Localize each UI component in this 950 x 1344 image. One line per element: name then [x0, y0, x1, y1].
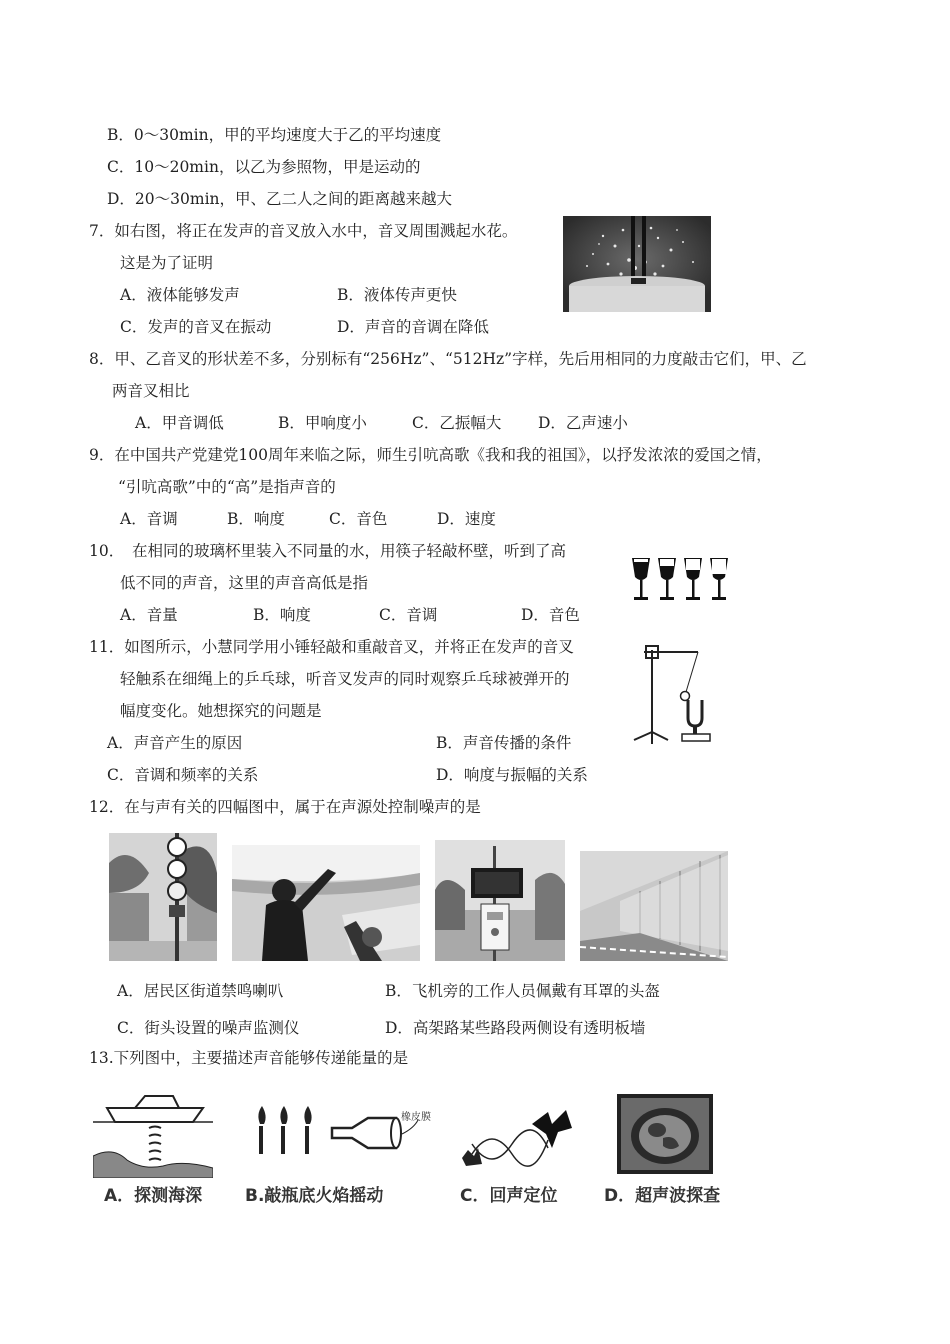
- q8-option-a: A．甲音调低: [135, 414, 224, 432]
- q12-option-c: C．街头设置的噪声监测仪: [117, 1019, 300, 1037]
- q8-stem-line2: 两音叉相比: [112, 382, 190, 400]
- q6-option-b: B．0～30min，甲的平均速度大于乙的平均速度: [107, 126, 442, 144]
- q12-option-b: B．飞机旁的工作人员佩戴有耳罩的头盔: [385, 982, 660, 1000]
- q12-stem: 12．在与声有关的四幅图中，属于在声源处控制噪声的是: [89, 798, 481, 816]
- tuning-fork-pingpong-image: [628, 640, 720, 746]
- q13-stem: 13.下列图中，主要描述声音能够传递能量的是: [89, 1049, 409, 1067]
- q10-option-c: C．音调: [379, 606, 438, 624]
- q7-option-c: C．发声的音叉在振动: [120, 318, 272, 336]
- q9-stem-line1: 9．在中国共产党建党100周年来临之际，师生引吭高歌《我和我的祖国》，以抒发浓浓的爱国之情，: [89, 446, 772, 464]
- q9-option-b: B．响度: [227, 510, 285, 528]
- q10-option-b: B．响度: [253, 606, 311, 624]
- q11-stem-line1: 11．如图所示，小慧同学用小锤轻敲和重敲音叉，并将正在发声的音叉: [89, 638, 574, 656]
- tuning-fork-water-image: [563, 216, 711, 312]
- q11-option-c: C．音调和频率的关系: [107, 766, 259, 784]
- ultrasound-scan-image: [617, 1094, 713, 1174]
- q8-option-d: D．乙声速小: [538, 414, 628, 432]
- bat-echolocation-image: [462, 1104, 574, 1172]
- q11-stem-line3: 幅度变化。她想探究的问题是: [120, 702, 322, 720]
- airplane-worker-photo: [232, 845, 420, 961]
- q11-option-d: D．响度与振幅的关系: [436, 766, 588, 784]
- q10-stem-line2: 低不同的声音，这里的声音高低是指: [120, 574, 369, 592]
- q10-option-a: A．音量: [120, 606, 178, 624]
- no-horn-street-photo: [109, 833, 217, 961]
- q12-option-d: D．高架路某些路段两侧设有透明板墙: [385, 1019, 646, 1037]
- noise-monitor-photo: [435, 840, 565, 961]
- q11-option-a: A．声音产生的原因: [107, 734, 243, 752]
- q13-caption-b: B.敲瓶底火焰摇动: [245, 1186, 384, 1206]
- q10-stem-line1: 10． 在相同的玻璃杯里装入不同量的水，用筷子轻敲杯壁，听到了高: [89, 542, 566, 560]
- q7-option-d: D．声音的音调在降低: [337, 318, 489, 336]
- rubber-film-label: 橡皮膜: [401, 1112, 431, 1123]
- q11-option-b: B．声音传播的条件: [436, 734, 572, 752]
- q9-option-c: C．音色: [329, 510, 388, 528]
- sea-depth-sonar-image: [93, 1086, 213, 1178]
- q11-stem-line2: 轻触系在细绳上的乒乓球，听音叉发声的同时观察乒乓球被弹开的: [120, 670, 570, 688]
- q13-caption-c: C．回声定位: [460, 1186, 558, 1206]
- q6-option-d: D．20～30min，甲、乙二人之间的距离越来越大: [107, 190, 453, 208]
- q10-option-d: D．音色: [521, 606, 580, 624]
- q7-stem-line2: 这是为了证明: [120, 254, 214, 272]
- q13-caption-a: A．探测海深: [104, 1186, 203, 1206]
- q7-stem-line1: 7．如右图，将正在发声的音叉放入水中，音叉周围溅起水花。: [89, 222, 518, 240]
- q9-option-d: D．速度: [437, 510, 496, 528]
- q13-caption-d: D．超声波探查: [604, 1186, 721, 1206]
- glasses-image: [628, 555, 732, 605]
- q9-stem-line2: “引吭高歌”中的“高”是指声音的: [118, 478, 336, 496]
- q9-option-a: A．音调: [120, 510, 178, 528]
- transparent-barrier-photo: [580, 851, 728, 961]
- q7-option-b: B．液体传声更快: [337, 286, 457, 304]
- q12-option-a: A．居民区街道禁鸣喇叭: [117, 982, 284, 1000]
- q7-option-a: A．液体能够发声: [120, 286, 240, 304]
- q8-option-b: B．甲响度小: [278, 414, 367, 432]
- q6-option-c: C．10～20min，以乙为参照物，甲是运动的: [107, 158, 421, 176]
- q8-option-c: C．乙振幅大: [412, 414, 502, 432]
- q8-stem-line1: 8．甲、乙音叉的形状差不多，分别标有“256Hz”、“512Hz”字样，先后用相同的力度敲击它们，甲、乙: [89, 350, 807, 368]
